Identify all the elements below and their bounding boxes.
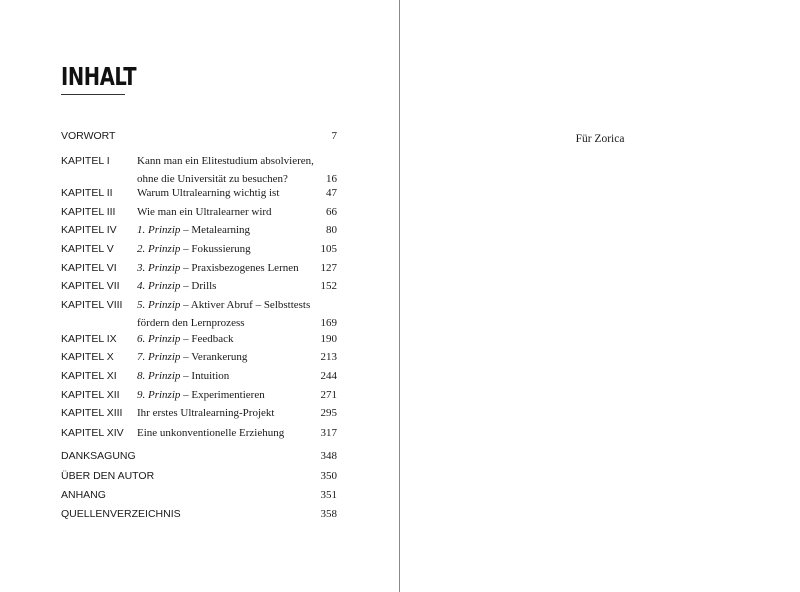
entry-page-number: 244 xyxy=(320,370,337,382)
prinzip-number: 9. Prinzip xyxy=(137,389,181,401)
toc-entry-kapitel-13 xyxy=(61,404,337,422)
entry-label: KAPITEL I xyxy=(61,155,110,167)
toc-entry-vorwort xyxy=(61,127,337,145)
right-page xyxy=(400,0,800,592)
entry-page-number: 350 xyxy=(320,470,337,482)
entry-label: KAPITEL XI xyxy=(61,370,117,382)
prinzip-title: – Praxisbezogenes Lernen xyxy=(180,262,299,274)
toc-entry-kapitel-9 xyxy=(61,330,337,348)
prinzip-title: – Drills xyxy=(180,280,217,292)
prinzip-number: 6. Prinzip xyxy=(137,333,181,345)
toc-entry-kapitel-4 xyxy=(61,221,337,239)
prinzip-number: 8. Prinzip xyxy=(137,370,181,382)
entry-label: KAPITEL XIV xyxy=(61,427,124,439)
entry-title xyxy=(137,330,307,348)
entry-page-number: 169 xyxy=(320,317,337,329)
prinzip-title: – Verankerung xyxy=(180,351,248,363)
entry-page-number: 317 xyxy=(320,427,337,439)
entry-title-line1 xyxy=(137,296,311,314)
entry-page-number: 105 xyxy=(320,243,337,255)
toc-entry-danksagung xyxy=(61,447,337,465)
dedication: Für Zorica xyxy=(575,133,625,145)
entry-title xyxy=(137,367,307,385)
toc-entry-kapitel-1 xyxy=(61,152,337,188)
prinzip-number: 2. Prinzip xyxy=(137,243,181,255)
toc-entry-kapitel-12 xyxy=(61,386,337,404)
prinzip-title: – Experimentieren xyxy=(180,389,265,401)
prinzip-number: 1. Prinzip xyxy=(137,224,181,236)
prinzip-number: 7. Prinzip xyxy=(137,351,181,363)
entry-label: ANHANG xyxy=(61,489,106,501)
toc-entry-kapitel-3 xyxy=(61,203,337,221)
entry-title: Warum Ultralearning wichtig ist xyxy=(137,187,280,199)
prinzip-number: 5. Prinzip xyxy=(137,299,181,311)
entry-title: Eine unkonventionelle Erziehung xyxy=(137,427,285,439)
entry-page-number: 127 xyxy=(320,262,337,274)
entry-title xyxy=(137,296,311,332)
toc-title: INHALT xyxy=(61,62,137,91)
left-page xyxy=(0,0,399,592)
entry-label: KAPITEL IV xyxy=(61,224,117,236)
entry-page-number: 351 xyxy=(320,489,337,501)
toc-entry-kapitel-6 xyxy=(61,259,337,277)
entry-page-number: 152 xyxy=(320,280,337,292)
toc-entry-kapitel-2 xyxy=(61,184,337,202)
entry-page-number: 348 xyxy=(320,450,337,462)
entry-title xyxy=(137,240,307,258)
entry-label: QUELLENVERZEICHNIS xyxy=(61,508,181,520)
toc-entry-kapitel-10 xyxy=(61,348,337,366)
entry-title xyxy=(137,152,314,188)
entry-page-number: 295 xyxy=(320,407,337,419)
toc-entry-kapitel-8 xyxy=(61,296,337,332)
entry-page-number: 190 xyxy=(320,333,337,345)
entry-label: ÜBER DEN AUTOR xyxy=(61,470,155,482)
prinzip-title: – Aktiver Abruf – Selbsttests xyxy=(180,299,311,311)
entry-label: VORWORT xyxy=(61,130,116,142)
prinzip-title: – Feedback xyxy=(180,333,234,345)
entry-page-number: 358 xyxy=(320,508,337,520)
prinzip-number: 3. Prinzip xyxy=(137,262,181,274)
prinzip-number: 4. Prinzip xyxy=(137,280,181,292)
prinzip-title: – Metalearning xyxy=(180,224,251,236)
entry-label: KAPITEL X xyxy=(61,351,114,363)
title-underline xyxy=(61,94,125,95)
entry-title xyxy=(137,221,307,239)
toc-entry-kapitel-5 xyxy=(61,240,337,258)
entry-label: KAPITEL II xyxy=(61,187,113,199)
entry-label: KAPITEL VII xyxy=(61,280,120,292)
entry-page-number: 80 xyxy=(326,224,337,236)
entry-label: KAPITEL V xyxy=(61,243,114,255)
entry-label: KAPITEL XIII xyxy=(61,407,123,419)
entry-title-line2: ohne die Universität zu besuchen? xyxy=(137,173,288,185)
entry-page-number: 16 xyxy=(326,173,337,185)
entry-title xyxy=(137,386,307,404)
entry-title xyxy=(137,348,307,366)
toc-entry-kapitel-14 xyxy=(61,424,337,442)
entry-label: KAPITEL VIII xyxy=(61,299,123,311)
toc-entry-anhang xyxy=(61,486,337,504)
entry-label: KAPITEL IX xyxy=(61,333,117,345)
entry-title xyxy=(137,277,307,295)
entry-page-number: 7 xyxy=(331,130,337,142)
entry-label: KAPITEL III xyxy=(61,206,116,218)
prinzip-title: – Intuition xyxy=(180,370,230,382)
entry-title-line1: Kann man ein Elitestudium absolvieren, xyxy=(137,155,314,167)
entry-label: KAPITEL VI xyxy=(61,262,117,274)
entry-label: KAPITEL XII xyxy=(61,389,120,401)
toc-entry-quellenverzeichnis xyxy=(61,505,337,523)
prinzip-title: – Fokussierung xyxy=(180,243,251,255)
entry-title: Ihr erstes Ultralearning-Projekt xyxy=(137,407,275,419)
entry-title-line2: fördern den Lernprozess xyxy=(137,317,245,329)
entry-page-number: 47 xyxy=(326,187,337,199)
entry-label: DANKSAGUNG xyxy=(61,450,136,462)
entry-title xyxy=(137,259,307,277)
entry-title: Wie man ein Ultralearner wird xyxy=(137,206,272,218)
toc-entry-ueber-den-autor xyxy=(61,467,337,485)
entry-page-number: 213 xyxy=(320,351,337,363)
entry-page-number: 66 xyxy=(326,206,337,218)
toc-entry-kapitel-11 xyxy=(61,367,337,385)
entry-page-number: 271 xyxy=(320,389,337,401)
toc-entry-kapitel-7 xyxy=(61,277,337,295)
